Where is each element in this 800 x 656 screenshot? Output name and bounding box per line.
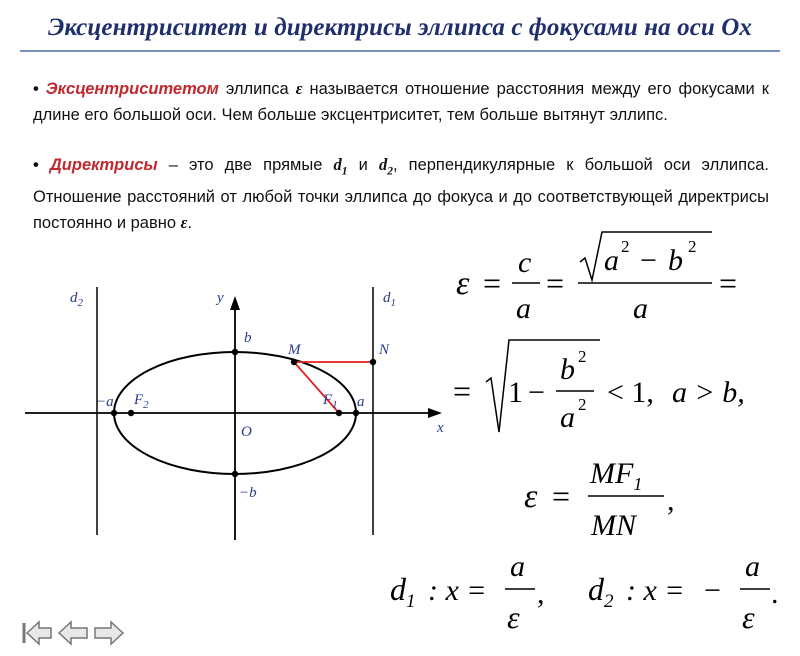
- point-b: [232, 349, 238, 355]
- one: 1: [508, 376, 523, 409]
- formula-eccentricity-definition: [456, 232, 737, 325]
- text: – это две прямые: [157, 156, 334, 174]
- text: .: [187, 214, 192, 233]
- numerator-MF: $MF_1$: [590, 457, 643, 494]
- d2: $d_2$: [588, 571, 614, 612]
- eps: ε: [456, 265, 470, 302]
- label-x: x: [437, 420, 444, 436]
- d2-subscript: 2: [387, 165, 393, 178]
- a-greater-b: a > b,: [672, 376, 745, 409]
- label-a: a: [357, 394, 365, 410]
- text: называется отношение расстояния между его фокусами к длине его большой оси. Чем больше эксцентриситет, тем больше вытянут эллипс.: [33, 80, 769, 124]
- period: .: [771, 577, 779, 610]
- denominator-a: a: [516, 292, 531, 325]
- eps: ε: [524, 478, 538, 515]
- equals: =: [552, 478, 571, 514]
- bullet: •: [33, 156, 39, 174]
- minus: −: [640, 244, 657, 277]
- equals: =: [546, 265, 565, 301]
- point-M: [291, 359, 297, 365]
- label-d2: $d_2$: [70, 290, 83, 309]
- label-F2: $F_2$: [134, 392, 149, 411]
- point-a: [353, 410, 359, 416]
- back-arrow-icon[interactable]: [56, 618, 90, 648]
- y-axis-arrow-icon: [230, 296, 240, 310]
- text: эллипса: [218, 80, 296, 98]
- forward-arrow-icon[interactable]: [92, 618, 126, 648]
- sup-2: 2: [621, 237, 630, 256]
- slide-title: Эксцентриситет и директрисы эллипса с фокусами на оси Ox: [47, 14, 753, 41]
- label-d1: $d_1$: [383, 290, 396, 309]
- denominator-a: a: [633, 292, 648, 325]
- equals: =: [719, 265, 738, 301]
- sup-2: 2: [578, 395, 587, 414]
- epsilon-symbol: ε: [180, 213, 188, 233]
- minus: −: [528, 376, 545, 409]
- term-directrices: Директрисы: [49, 156, 158, 174]
- colon-x-equals: : x =: [428, 574, 487, 607]
- a: a: [560, 401, 575, 434]
- sup-2: 2: [688, 237, 697, 256]
- x-axis-arrow-icon: [428, 408, 442, 418]
- d1-subscript: 1: [341, 165, 348, 178]
- denominator-eps: ε: [507, 599, 520, 635]
- text: и: [347, 156, 379, 174]
- point-minus-b: [232, 471, 238, 477]
- denominator-eps: ε: [742, 599, 755, 635]
- equals: =: [483, 265, 502, 301]
- sup-2: 2: [578, 347, 587, 366]
- comma: ,: [537, 577, 545, 610]
- term-eccentricity: Эксцентриситетом: [45, 80, 219, 98]
- point-N: [370, 359, 376, 365]
- equals: =: [453, 373, 472, 409]
- a: a: [604, 244, 619, 277]
- label-N: N: [379, 342, 390, 358]
- formula-directrices: [390, 550, 779, 635]
- label-b: b: [244, 330, 252, 346]
- text: , перпендикулярные к большой оси эллипса. Отношение расстояний от любой точки эллипса до фокуса и до соответствующей директрисы постоянно и равно: [33, 156, 770, 233]
- b: b: [668, 244, 683, 277]
- label-F1: $F_1$: [323, 392, 338, 411]
- comma: ,: [667, 484, 675, 517]
- d1-symbol: d: [333, 155, 342, 174]
- label-O: O: [241, 424, 252, 440]
- d1: $d_1$: [390, 571, 416, 612]
- denominator-MN: MN: [591, 509, 636, 542]
- label-minus-a: −a: [96, 394, 114, 410]
- point-F2: [128, 410, 134, 416]
- point-minus-a: [111, 410, 117, 416]
- less-than-one: < 1,: [607, 376, 654, 409]
- slide-navigation: [20, 618, 126, 652]
- label-M: M: [288, 342, 301, 358]
- bullet: •: [33, 80, 39, 98]
- colon-x-equals: : x =: [626, 574, 685, 607]
- numerator-a: a: [745, 550, 760, 583]
- ellipse-diagram: [25, 287, 444, 540]
- epsilon-symbol: ε: [295, 79, 303, 98]
- label-minus-b: −b: [239, 485, 257, 501]
- minus: −: [704, 574, 721, 607]
- b: b: [560, 353, 575, 386]
- formula-ratio: [524, 457, 675, 542]
- numerator-a: a: [510, 550, 525, 583]
- label-y: y: [217, 290, 224, 306]
- formula-eccentricity-bound: [453, 340, 745, 434]
- numerator-c: c: [518, 246, 532, 279]
- first-arrow-icon[interactable]: [20, 618, 54, 648]
- d2-symbol: d: [378, 155, 388, 174]
